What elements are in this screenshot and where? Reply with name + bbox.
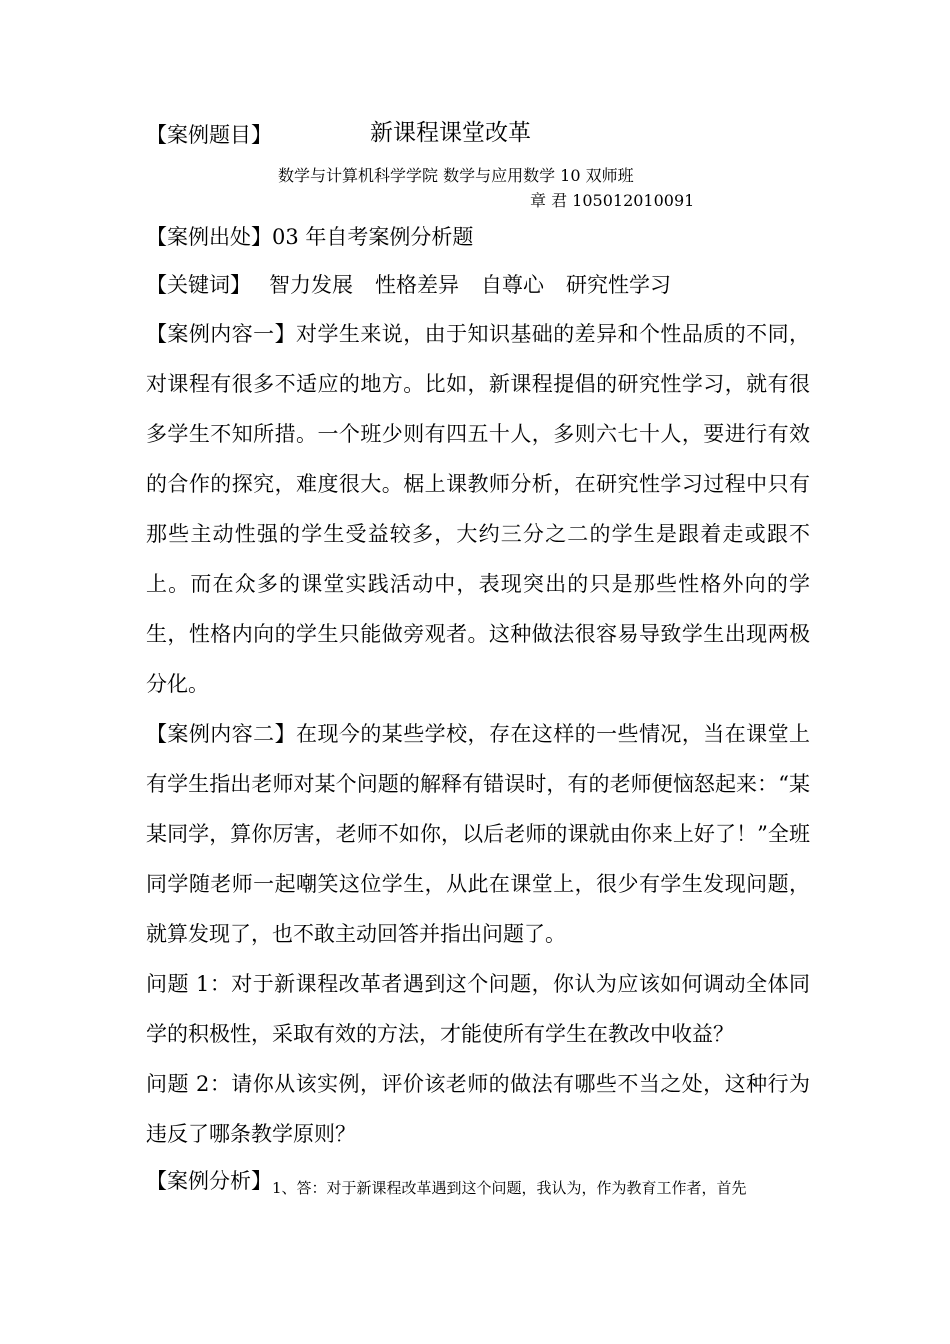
case-content-two — [146, 709, 810, 959]
case-analysis-line — [146, 1168, 810, 1196]
keywords-label: 【关键词】 — [146, 273, 251, 297]
case-content-one-text: 对学生来说，由于知识基础的差异和个性品质的不同，对课程有很多不适应的地方。比如，新课程提倡的研究性学习，就有很多学生不知所措。一个班少则有四五十人，多则六七十人，要进行有效的合作的探究，难度很大。椐上课教师分析，在研究性学习过程中只有那些主动性强的学生受益较多，大约三分之二的学生是跟着走或跟不上。而在众多的课堂实践活动中，表现突出的只是那些性格外向的学生，性格内向的学生只能做旁观者。这种做法很容易导致学生出现两极分化。 — [146, 322, 811, 696]
case-source-line — [146, 224, 473, 250]
keyword-item: 性格差异 — [375, 273, 459, 297]
case-source-label: 【案例出处】 — [146, 225, 272, 249]
case-analysis-text: 1、答：对于新课程改革遇到这个问题，我认为，作为教育工作者，首先 — [272, 1179, 747, 1197]
keyword-item: 研究性学习 — [566, 273, 671, 297]
keyword-item: 自尊心 — [481, 273, 544, 297]
question-two: 问题 2：请你从该实例，评价该老师的做法有哪些不当之处，这种行为违反了哪条教学原则？ — [146, 1072, 810, 1146]
author-affiliation: 数学与计算机科学学院 数学与应用数学 10 双师班 — [278, 166, 634, 185]
keyword-item: 智力发展 — [269, 273, 353, 297]
case-content-two-label: 【案例内容二】 — [146, 722, 297, 746]
case-analysis-label: 【案例分析】 — [146, 1169, 272, 1193]
case-content-one — [146, 309, 810, 709]
case-content-one-label: 【案例内容一】 — [146, 322, 297, 346]
case-content-two-text: 在现今的某些学校，存在这样的一些情况，当在课堂上有学生指出老师对某个问题的解释有错误时，有的老师便恼怒起来：“某某同学，算你厉害，老师不如你，以后老师的课就由你来上好了！”全班同学随老师一起嘲笑这位学生，从此在课堂上，很少有学生发现问题，就算发现了，也不敢主动回答并指出问题了。 — [146, 722, 811, 946]
case-title-label: 【案例题目】 — [146, 123, 272, 147]
case-title: 新课程课堂改革 — [370, 120, 531, 146]
question-one: 问题 1：对于新课程改革者遇到这个问题，你认为应该如何调动全体同学的积极性，采取有效的方法，才能使所有学生在教改中收益？ — [146, 972, 810, 1046]
case-source-text: 03 年自考案例分析题 — [272, 225, 474, 249]
author-name-id: 章 君 105012010091 — [530, 191, 695, 210]
keywords-line — [146, 272, 693, 298]
